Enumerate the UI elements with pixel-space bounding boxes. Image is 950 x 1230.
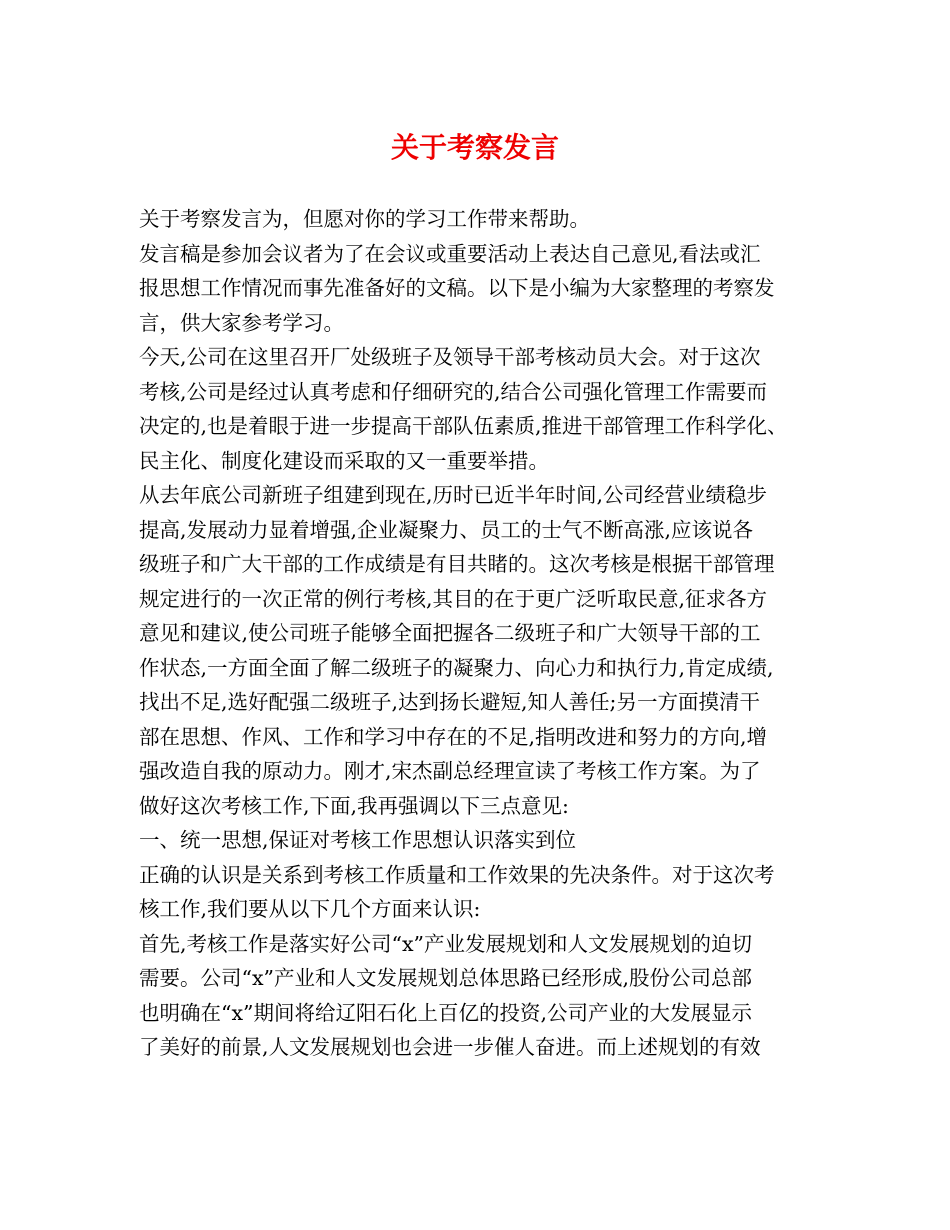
body-line: 关于考察发言为，但愿对你的学习工作带来帮助。: [139, 207, 590, 231]
body-line: 报思想工作情况而事先准备好的文稿。以下是小编为大家整理的考察发: [139, 276, 775, 300]
body-line: 首先,考核工作是落实好公司“x”产业发展规划和人文发展规划的迫切: [139, 931, 753, 956]
body-line: 考核,公司是经过认真考虑和仔细研究的,结合公司强化管理工作需要而: [139, 379, 768, 404]
body-line: 作状态,一方面全面了解二级班子的凝聚力、向心力和执行力,肯定成绩,: [139, 655, 774, 680]
body-line: 找出不足,选好配强二级班子,达到扬长避短,知人善任;另一方面摸清干: [139, 690, 760, 714]
body-line: 强改造自我的原动力。刚才,宋杰副总经理宣读了考核工作方案。为了: [139, 759, 761, 783]
body-line: 民主化、制度化建设而采取的又一重要举措。: [139, 448, 549, 473]
body-line: 言，供大家参考学习。: [139, 310, 344, 335]
body-line: 从去年底公司新班子组建到现在,历时已近半年时间,公司经营业绩稳步: [139, 483, 768, 507]
body-line: 规定进行的一次正常的例行考核,其目的在于更广泛听取民意,征求各方: [139, 586, 768, 611]
body-line: 今天,公司在这里召开厂处级班子及领导干部考核动员大会。对于这次: [139, 345, 761, 369]
body-line: 正确的认识是关系到考核工作质量和工作效果的先决条件。对于这次考: [139, 862, 775, 887]
body-line: 决定的,也是着眼于进一步提高干部队伍素质,推进干部管理工作科学化、: [139, 414, 788, 438]
body-line: 提高,发展动力显着增强,企业凝聚力、员工的士气不断高涨,应该说各: [139, 517, 754, 542]
body-line: 也明确在“x”期间将给辽阳石化上百亿的投资,公司产业的大发展显示: [139, 1000, 753, 1025]
body-line: 核工作,我们要从以下几个方面来认识:: [139, 897, 481, 921]
body-line: 一、统一思想,保证对考核工作思想认识落实到位: [139, 828, 577, 852]
body-line: 了美好的前景,人文发展规划也会进一步催人奋进。而上述规划的有效: [139, 1035, 761, 1059]
body-line: 部在思想、作风、工作和学习中存在的不足,指明改进和努力的方向,增: [139, 724, 768, 749]
document-title: 关于考察发言: [390, 131, 559, 164]
body-line: 意见和建议,使公司班子能够全面把握各二级班子和广大领导干部的工: [139, 621, 761, 645]
body-line: 需要。公司“x”产业和人文发展规划总体思路已经形成,股份公司总部: [139, 966, 753, 990]
document-body: [139, 202, 829, 1065]
body-line: 发言稿是参加会议者为了在会议或重要活动上表达自己意见,看法或汇: [139, 241, 761, 266]
body-line: 级班子和广大干部的工作成绩是有目共睹的。这次考核是根据干部管理: [139, 552, 775, 576]
body-line: 做好这次考核工作,下面,我再强调以下三点意见:: [139, 793, 569, 818]
